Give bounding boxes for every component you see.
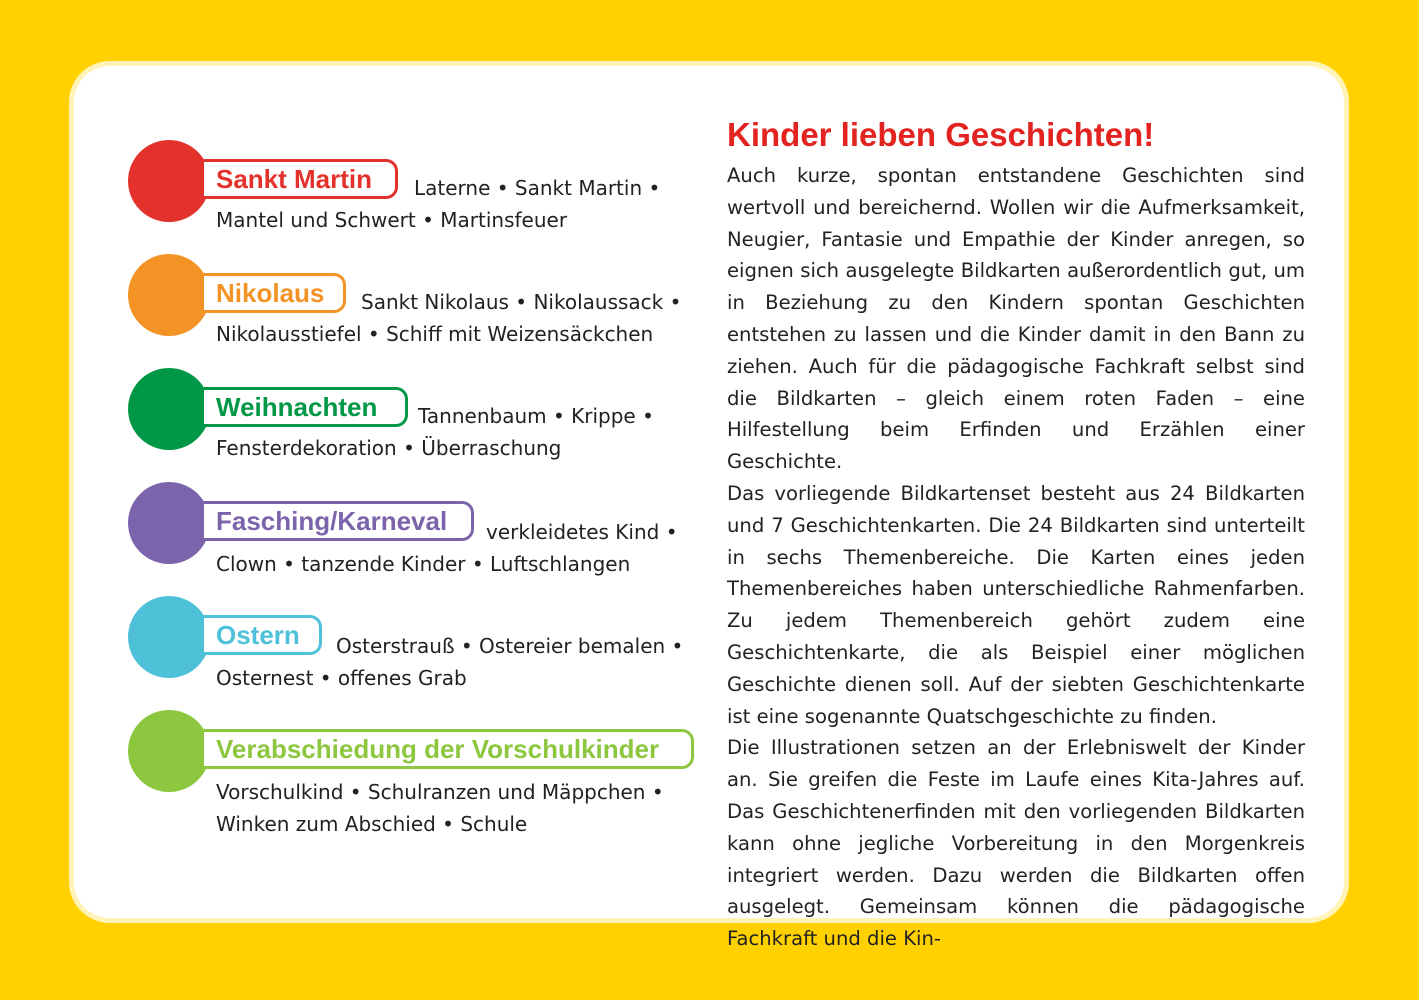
items-line-1: Laterne • Sankt Martin • bbox=[414, 176, 661, 200]
theme-title-tag bbox=[204, 615, 322, 655]
items-line-1: Osterstrauß • Ostereier bemalen • bbox=[336, 634, 684, 658]
theme-title-tag bbox=[204, 501, 474, 541]
items-line-2: Nikolausstiefel • Schiff mit Weizensäckchen bbox=[216, 322, 654, 346]
color-dot bbox=[128, 254, 210, 336]
items-line-1: verkleidetes Kind • bbox=[486, 520, 678, 544]
theme-title: Sankt Martin bbox=[216, 163, 373, 194]
article-paragraph-2: Das vorliegende Bildkartenset besteht aus 24 Bildkarten und 7 Geschichtenkarten. Die 24 Bildkarten sind unterteilt in sechs Themenbereiche. Die Karten eines jeden Themenbereiches haben unterschiedliche Rahmenfarben. Zu jedem Themenbereich gehört zudem eine Geschichtenkarte, die als Beispiel einer möglichen Geschichte dienen soll. Auf der siebten Geschichtenkarte ist eine sogenannte Quatschgeschichte zu finden. bbox=[727, 481, 1305, 728]
color-dot bbox=[128, 596, 210, 678]
items-line-2: Mantel und Schwert • Martinsfeuer bbox=[216, 208, 568, 232]
items-line-2: Clown • tanzende Kinder • Luftschlangen bbox=[216, 552, 631, 576]
theme-title: Ostern bbox=[216, 619, 300, 650]
theme-title: Nikolaus bbox=[216, 277, 325, 308]
items-line-2: Fensterdekoration • Überraschung bbox=[216, 436, 562, 460]
article bbox=[727, 112, 1305, 955]
theme-title-tag bbox=[204, 387, 408, 427]
theme-title: Weihnachten bbox=[216, 391, 378, 422]
article-body bbox=[727, 160, 1305, 955]
theme-title-tag bbox=[204, 273, 346, 313]
color-dot bbox=[128, 482, 210, 564]
items-line-1: Tannenbaum • Krippe • bbox=[418, 404, 654, 428]
theme-title-tag bbox=[204, 159, 398, 199]
article-heading: Kinder lieben Geschichten! bbox=[727, 116, 1155, 153]
items-line-1: Vorschulkind • Schulranzen und Mäppchen • bbox=[216, 780, 664, 804]
color-dot bbox=[128, 140, 210, 222]
theme-title: Fasching/Karneval bbox=[216, 505, 448, 536]
color-dot bbox=[128, 710, 210, 792]
items-line-2: Osternest • offenes Grab bbox=[216, 666, 467, 690]
article-paragraph-3: Die Illustrationen setzen an der Erlebniswelt der Kinder an. Sie greifen die Feste im Laufe eines Kita-Jahres auf. Das Geschichtenerfinden mit den vorliegenden Bildkarten kann ohne jegliche Vorbereitung in den Morgenkreis integriert werden. Dazu werden die Bildkarten offen ausgelegt. Gemeinsam können die pädagogische Fachkraft und die Kin- bbox=[727, 736, 1305, 951]
theme-title-tag bbox=[204, 729, 694, 769]
article-paragraph-1: Auch kurze, spontan entstandene Geschichten sind wertvoll und bereichernd. Wollen wir die Aufmerksamkeit, Neugier, Fantasie und Empathie der Kinder anregen, so eignen sich ausgelegte Bildkarten außerordentlich gut, um in Beziehung zu den Kindern spontan Geschichten entstehen zu lassen und die Kinder damit in den Bann zu ziehen. Auch für die pädagogische Fachkraft selbst sind die Bildkarten – gleich einem roten Faden – eine Hilfestellung beim Erfinden und Erzählen einer Geschichte. bbox=[727, 164, 1305, 474]
color-dot bbox=[128, 368, 210, 450]
theme-title: Verabschiedung der Vorschulkinder bbox=[216, 733, 660, 764]
items-line-2: Winken zum Abschied • Schule bbox=[216, 812, 528, 836]
items-line-1: Sankt Nikolaus • Nikolaussack • bbox=[361, 290, 682, 314]
